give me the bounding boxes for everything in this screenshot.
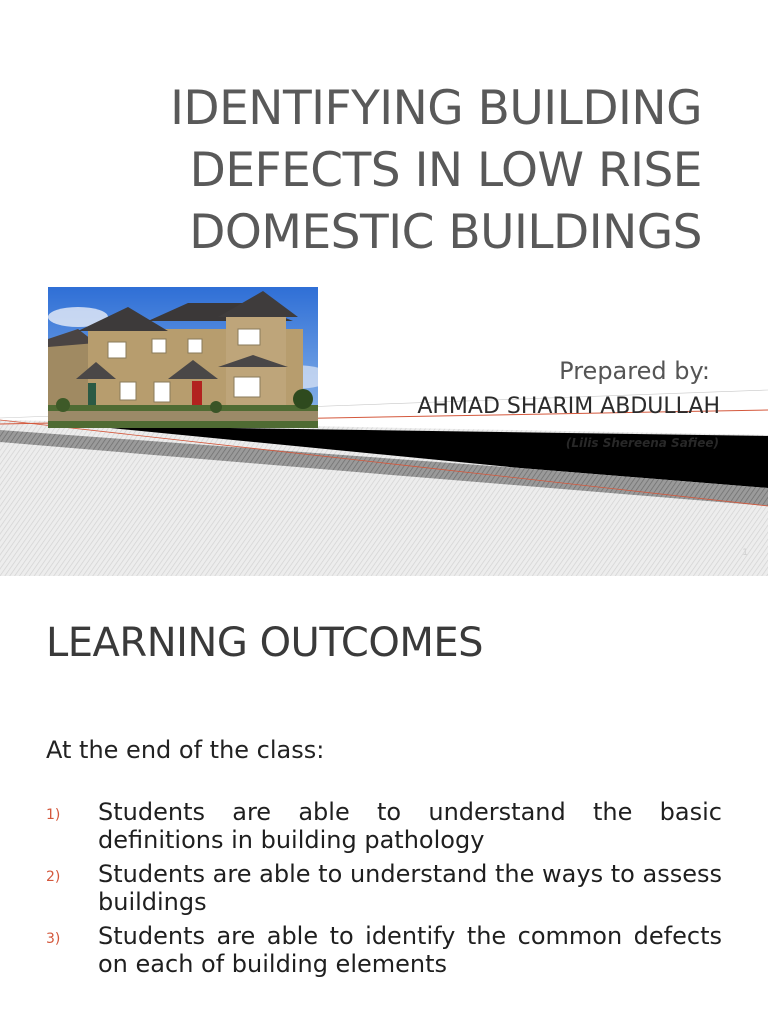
intro-text: At the end of the class:: [46, 736, 325, 764]
house-photo: [48, 287, 318, 428]
prepared-by-label: Prepared by:: [559, 357, 710, 385]
title-line: DOMESTIC BUILDINGS: [189, 205, 702, 260]
list-item: [46, 798, 722, 854]
coauthor-name: (Lilis Shereena Safiee): [565, 436, 719, 450]
list-item: [46, 860, 722, 916]
list-item-text: Students are able to understand the ways to assess buildings: [98, 860, 722, 916]
author-name: AHMAD SHARIM ABDULLAH: [417, 394, 720, 419]
outcomes-list: [46, 798, 722, 984]
slide-number: 1: [742, 548, 748, 558]
title-line: DEFECTS IN LOW RISE: [189, 143, 702, 198]
list-number: 2): [46, 869, 61, 885]
list-item-text: Students are able to understand the basic definitions in building pathology: [98, 798, 722, 854]
list-item: [46, 922, 722, 978]
list-number: 3): [46, 931, 61, 947]
list-number: 1): [46, 807, 61, 823]
list-item-text: Students are able to identify the common defects on each of building elements: [98, 922, 722, 978]
title-line: IDENTIFYING BUILDING: [170, 81, 702, 136]
presentation-title: [82, 78, 702, 264]
slide-title: LEARNING OUTCOMES: [46, 620, 484, 666]
